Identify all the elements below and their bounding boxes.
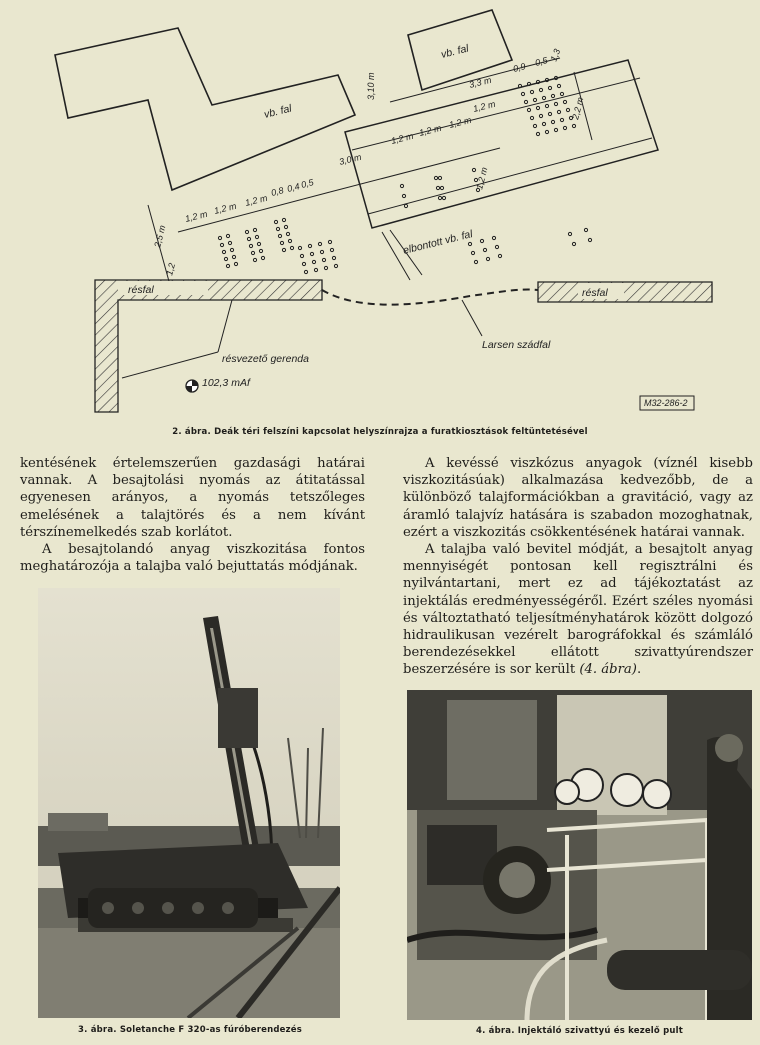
drill-hole-mark	[527, 108, 530, 111]
drill-hole-mark	[530, 116, 533, 119]
svg-text:1,2 m: 1,2 m	[244, 192, 269, 208]
drill-hole-mark	[542, 96, 545, 99]
drill-hole-mark	[545, 104, 548, 107]
svg-text:1,2 m: 1,2 m	[448, 114, 473, 130]
drill-hole-mark	[328, 240, 331, 243]
drill-hole-mark	[280, 241, 283, 244]
drill-hole-mark	[226, 234, 229, 237]
drill-hole-mark	[278, 234, 281, 237]
drill-hole-mark	[572, 124, 575, 127]
drill-hole-mark	[220, 243, 223, 246]
drill-hole-mark	[251, 251, 254, 254]
figure3-photo	[38, 588, 340, 1018]
drill-hole-mark	[440, 186, 443, 189]
drill-hole-mark	[330, 248, 333, 251]
drill-hole-mark	[224, 257, 227, 260]
vb-fal-outline	[55, 28, 355, 190]
text-column-left	[20, 455, 365, 575]
left-paragraph-2: A besajtolandó anyag viszkozitása fontos meghatározója a talajba való bejuttatás módjának.	[20, 542, 365, 575]
drill-hole-mark	[404, 204, 407, 207]
drill-hole-mark	[551, 120, 554, 123]
drill-hole-mark	[304, 270, 307, 273]
drill-hole-mark	[286, 232, 289, 235]
drill-hole-mark	[222, 250, 225, 253]
drill-hole-mark	[554, 102, 557, 105]
elbontott-label: elbontott vb. fal	[401, 228, 474, 257]
drill-hole-mark	[253, 228, 256, 231]
left-paragraph-1: kentésének értelemszerűen gazdasági határai vannak. A besajtolási nyomás az átitatással egyenesen arányos, a nyomás tetszőleges emelésének a talajtörés és a nem kívánt térszínemelkedés szab korlátot.	[20, 456, 365, 540]
drill-hole-mark	[536, 106, 539, 109]
svg-text:2,5 m: 2,5 m	[152, 224, 168, 249]
drill-hole-mark	[230, 248, 233, 251]
drill-hole-mark	[438, 196, 441, 199]
drill-hole-mark	[310, 252, 313, 255]
svg-text:1,2 m: 1,2 m	[472, 98, 497, 114]
text-column-right	[403, 455, 753, 679]
drill-hole-mark	[318, 242, 321, 245]
drill-hole-mark	[232, 255, 235, 258]
svg-text:0,5: 0,5	[300, 177, 315, 190]
side-label: 3,10 m	[366, 72, 376, 100]
site-plan-diagram	[0, 0, 760, 425]
drill-hole-mark	[492, 236, 495, 239]
drill-hole-mark	[234, 262, 237, 265]
drill-hole-mark	[302, 262, 305, 265]
vb-fal-label-mid: vb. fal	[262, 102, 293, 121]
svg-text:1,2 m: 1,2 m	[184, 208, 209, 224]
drill-hole-mark	[533, 98, 536, 101]
drill-hole-mark	[557, 84, 560, 87]
svg-text:1,2 m: 1,2 m	[474, 166, 490, 191]
drill-hole-mark	[551, 94, 554, 97]
svg-text:1,2: 1,2	[164, 261, 177, 277]
drill-hole-mark	[548, 86, 551, 89]
drill-hole-mark	[483, 248, 486, 251]
drill-hole-mark	[566, 108, 569, 111]
larsen-line	[322, 289, 538, 304]
drill-hole-mark	[218, 236, 221, 239]
drill-hole-mark	[288, 239, 291, 242]
drill-hole-mark	[308, 244, 311, 247]
drill-hole-mark	[249, 244, 252, 247]
drill-hole-mark	[474, 260, 477, 263]
drill-hole-mark	[536, 132, 539, 135]
vb-fal-label-top: vb. fal	[439, 42, 470, 61]
svg-text:3,3 m: 3,3 m	[468, 74, 493, 90]
svg-text:3,0 m: 3,0 m	[338, 151, 363, 167]
drill-hole-mark	[560, 92, 563, 95]
drill-hole-mark	[228, 241, 231, 244]
drill-hole-mark	[247, 237, 250, 240]
drill-hole-mark	[261, 256, 264, 259]
figure4-photo	[407, 690, 752, 1020]
drill-hole-mark	[572, 242, 575, 245]
drill-hole-mark	[557, 110, 560, 113]
drill-hole-mark	[530, 90, 533, 93]
svg-text:0,4: 0,4	[286, 181, 301, 194]
drill-hole-mark	[554, 128, 557, 131]
figure-code: M32-286-2	[644, 398, 688, 408]
resfal-right	[538, 282, 712, 302]
drill-hole-mark	[495, 245, 498, 248]
drill-hole-mark	[442, 196, 445, 199]
drill-hole-mark	[324, 266, 327, 269]
drill-hole-mark	[539, 88, 542, 91]
drill-hole-mark	[518, 84, 521, 87]
drill-hole-mark	[290, 246, 293, 249]
svg-text:2,2 m: 2,2 m	[570, 96, 586, 121]
drill-hole-mark	[536, 80, 539, 83]
drill-hole-mark	[255, 235, 258, 238]
drill-hole-mark	[563, 100, 566, 103]
drill-hole-mark	[282, 248, 285, 251]
figure4-reference: (4. ábra)	[579, 662, 637, 678]
drill-hole-mark	[274, 220, 277, 223]
drill-hole-mark	[400, 184, 403, 187]
drill-hole-mark	[542, 122, 545, 125]
figure2-caption: 2. ábra. Deák téri felszíni kapcsolat helyszínrajza a furatkiosztások feltüntetésével	[172, 427, 588, 437]
drill-hole-mark	[471, 251, 474, 254]
svg-text:0,5: 0,5	[534, 55, 549, 68]
drill-hole-mark	[539, 114, 542, 117]
drill-hole-mark	[521, 92, 524, 95]
elevation-label: 102,3 mAf	[202, 377, 250, 389]
drill-hole-mark	[468, 242, 471, 245]
drill-hole-mark	[436, 186, 439, 189]
resfal-left	[95, 280, 322, 412]
drill-hole-mark	[498, 254, 501, 257]
drill-hole-mark	[322, 258, 325, 261]
resfal-right-label: résfal	[582, 287, 608, 299]
drill-hole-mark	[320, 250, 323, 253]
drill-hole-mark	[253, 258, 256, 261]
svg-text:1,2 m: 1,2 m	[213, 200, 238, 216]
drill-hole-mark	[298, 246, 301, 249]
drill-hole-mark	[332, 256, 335, 259]
drill-hole-mark	[524, 100, 527, 103]
drill-hole-mark	[334, 264, 337, 267]
resvezeto-label: résvezető gerenda	[222, 353, 309, 365]
drill-hole-mark	[284, 225, 287, 228]
figure4-caption: 4. ábra. Injektáló szivattyú és kezelő pult	[475, 1026, 684, 1036]
drill-hole-mark	[560, 118, 563, 121]
drill-hole-mark	[568, 232, 571, 235]
svg-text:1,2 m: 1,2 m	[390, 130, 415, 146]
drill-hole-mark	[226, 264, 229, 267]
drill-hole-mark	[259, 249, 262, 252]
svg-text:1,2 m: 1,2 m	[418, 122, 443, 138]
right-paragraph-2: A talajba való bevitel módját, a besajtolt anyag mennyiségét pontosan kell regisztrálni és nyilvántartani, mert ez ad tájékoztatást az injektálás eredményességéről. Ezért széles nyomási és változtatható teljesítményhatárok között dolgozó hidraulikusan vezérelt barográfokkal és számláló berendezésekkel ellátott szivattyúrendszer beszerzésére is sor került (4. ábra).	[403, 542, 753, 678]
drill-hole-mark	[545, 130, 548, 133]
drill-hole-mark	[245, 230, 248, 233]
drill-hole-mark	[472, 168, 475, 171]
figure3-caption: 3. ábra. Soletanche F 320-as fúróberendezés	[78, 1025, 302, 1035]
drill-hole-mark	[282, 218, 285, 221]
drill-hole-mark	[533, 124, 536, 127]
elevation-marker-icon	[186, 380, 198, 392]
svg-text:1,3: 1,3	[548, 47, 563, 63]
drill-hole-mark	[486, 257, 489, 260]
drill-hole-mark	[257, 242, 260, 245]
drill-hole-mark	[588, 238, 591, 241]
svg-text:0,9: 0,9	[512, 61, 527, 74]
resfal-left-label: résfal	[128, 284, 154, 296]
drill-hole-mark	[548, 112, 551, 115]
drill-hole-mark	[438, 176, 441, 179]
drill-hole-mark	[434, 176, 437, 179]
drill-hole-mark	[584, 228, 587, 231]
drill-hole-mark	[276, 227, 279, 230]
drill-hole-mark	[480, 239, 483, 242]
drill-hole-mark	[527, 82, 530, 85]
right-paragraph-1: A kevéssé viszkózus anyagok (víznél kisebb viszkozitásúak) alkalmazása kedvezőbb, de a különböző talajformációkban a gravitáció, vagy az áramló talajvíz hatására is szabadon mozoghatnak, ezért a viszkozitás csökkentésének határai vannak.	[403, 456, 753, 540]
drill-hole-mark	[402, 194, 405, 197]
drill-hole-mark	[314, 268, 317, 271]
svg-text:0,8: 0,8	[270, 185, 285, 198]
drill-hole-mark	[300, 254, 303, 257]
drill-hole-mark	[312, 260, 315, 263]
drill-hole-mark	[563, 126, 566, 129]
larsen-label: Larsen szádfal	[482, 339, 551, 351]
